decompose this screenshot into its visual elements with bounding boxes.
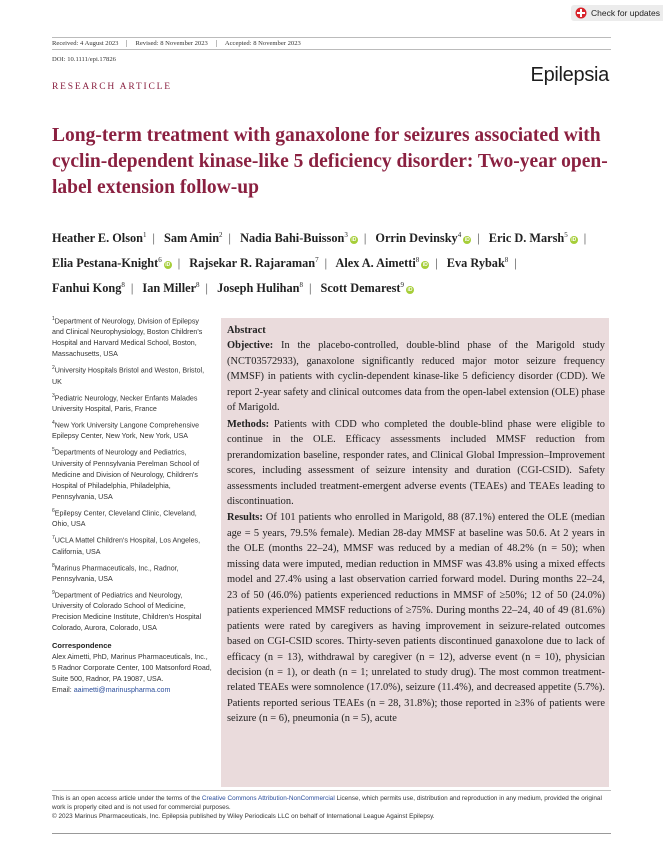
author-separator: |	[477, 231, 480, 246]
cc-license-link[interactable]: Creative Commons Attribution-NonCommercial	[201, 795, 335, 802]
orcid-icon[interactable]: iD	[422, 262, 428, 269]
author-name: Fanhui Kong	[52, 281, 122, 296]
orcid-icon[interactable]: iD	[165, 262, 171, 269]
affiliation-number: 9	[52, 589, 55, 596]
affiliation-text: Pediatric Neurology, Necker Enfants Malades University Hospital, Paris, France	[52, 394, 198, 414]
article-title: Long-term treatment with ganaxolone for seizures associated with cyclin-dependent kinase-like 5 deficiency disorder: Two-year open-label extension follow-up	[52, 125, 608, 198]
page-footer-rule	[52, 833, 611, 845]
author-name: Orrin Devinsky	[375, 231, 458, 246]
email-label: Email:	[52, 686, 74, 695]
methods-text: Patients with CDD who completed the double-blind phase were eligible to continue in the OLE. Efficacy assessments included MMSF reduction from prerandomization baseline, responder rates, and Clinical Global Impression–Improvement scores, including assessment of seizure intensity and duration (CGI-CSID). Safety assessments included treatment-emergent adverse events (TEAEs) and TEAEs leading to discontinuation.	[227, 418, 605, 507]
license-text-pre: This is an open access article under the terms of the	[52, 795, 202, 802]
affiliations	[52, 314, 212, 696]
author[interactable]	[142, 281, 199, 295]
affiliation	[52, 445, 212, 502]
methods-label: Methods:	[227, 418, 270, 430]
author-affiliation-number: 1	[142, 231, 147, 239]
author-name: Heather E. Olson	[52, 231, 143, 246]
author-separator: |	[205, 281, 209, 296]
affiliation-number: 2	[52, 365, 55, 372]
orcid-icon[interactable]: iD	[464, 237, 470, 244]
orcid-icon[interactable]: iD	[407, 287, 413, 294]
author-name: Scott Demarest	[320, 281, 401, 296]
author[interactable]	[447, 256, 509, 270]
author-list	[52, 224, 612, 299]
author[interactable]	[375, 231, 471, 245]
author-name: Nadia Bahi-Buisson	[240, 231, 345, 246]
author-affiliation-number: 7	[315, 256, 319, 265]
author[interactable]	[189, 256, 318, 270]
check-for-updates-label: Check for updates	[591, 8, 660, 18]
objective-text: In the placebo-controlled, double-blind phase of the Marigold study (NCT03572933), ganaxolone significantly reduced major motor seizure frequency (MMSF) in patients with cyclin-dependent kinase-like 5 deficiency disorder (CDD). We report 2-year safety and clinical outcomes data from the open-label extension (OLE) phase of Marigold.	[227, 340, 605, 414]
orcid-icon[interactable]: iD	[571, 237, 577, 244]
author-separator: |	[177, 256, 181, 271]
author[interactable]	[164, 231, 223, 245]
author-separator: |	[228, 231, 232, 246]
affiliation	[52, 588, 212, 634]
article-type: RESEARCH ARTICLE	[52, 82, 172, 92]
author-separator: |	[152, 231, 155, 246]
affiliation	[52, 314, 212, 360]
author[interactable]	[52, 256, 172, 270]
affiliation	[52, 561, 212, 585]
abstract-heading: Abstract	[227, 325, 266, 336]
author-separator: |	[324, 256, 328, 271]
author-affiliation-number: 6	[158, 256, 162, 265]
author[interactable]	[52, 231, 146, 245]
author-affiliation-number: 8	[196, 281, 200, 290]
affiliation-text: Epilepsy Center, Cleveland Clinic, Cleveland, Ohio, USA	[52, 509, 197, 529]
affiliation-text: Marinus Pharmaceuticals, Inc., Radnor, Pennsylvania, USA	[52, 563, 179, 583]
author[interactable]	[217, 281, 303, 295]
affiliation	[52, 363, 212, 387]
orcid-icon[interactable]: iD	[351, 237, 357, 244]
journal-logo: Epilepsia	[530, 64, 609, 86]
author[interactable]	[52, 281, 125, 295]
affiliation-number: 5	[52, 447, 55, 454]
author-name: Ian Miller	[142, 281, 197, 296]
copyright-line: © 2023 Marinus Pharmaceuticals, Inc. Epilepsia published by Wiley Periodicals LLC on behalf of International League Against Epilepsy.	[52, 813, 435, 820]
author-separator: |	[583, 231, 587, 246]
results-label: Results:	[227, 512, 263, 524]
correspondence-text: Alex Aimetti, PhD, Marinus Pharmaceuticals, Inc., 5 Radnor Corporate Center, 100 Matsonford Road, Suite 500, Radnor, PA 19087, USA.	[52, 653, 212, 684]
author-affiliation-number: 3	[344, 231, 348, 239]
correspondence-email-link[interactable]: aaimetti@marinuspharma.com	[73, 686, 171, 695]
affiliation-number: 3	[52, 392, 55, 399]
author-affiliation-number: 8	[415, 256, 420, 265]
author-affiliation-number: 8	[121, 281, 125, 290]
affiliation-number: 6	[52, 507, 55, 514]
author-name: Rajsekar R. Rajaraman	[189, 256, 316, 271]
affiliation-text: UCLA Mattel Children's Hospital, Los Angeles, California, USA	[52, 536, 201, 556]
affiliation-number: 4	[52, 420, 55, 427]
author-name: Eric D. Marsh	[488, 231, 565, 246]
author-affiliation-number: 2	[219, 231, 223, 239]
abstract-box	[221, 318, 609, 787]
author[interactable]	[321, 281, 415, 295]
correspondence-email-line	[52, 685, 212, 696]
crossmark-icon	[575, 7, 587, 19]
affiliation	[52, 533, 212, 557]
author-affiliation-number: 4	[457, 231, 462, 239]
doi[interactable]: DOI: 10.1111/epi.17826	[52, 56, 116, 63]
received-date: Received: 4 August 2023	[52, 40, 127, 47]
check-for-updates-badge[interactable]	[571, 5, 663, 21]
author-name: Alex A. Aimetti	[335, 256, 416, 271]
author-name: Joseph Hulihan	[217, 281, 300, 296]
license-line-1	[52, 794, 611, 812]
author-affiliation-number: 5	[564, 231, 568, 239]
affiliation-text: Department of Pediatrics and Neurology, University of Colorado School of Medicine, Precision Medicine Institute, Children's Hospital Colorado, Aurora, Colorado, USA	[52, 591, 202, 633]
author-affiliation-number: 8	[504, 256, 509, 265]
abstract-objective	[227, 338, 605, 415]
author[interactable]	[489, 231, 578, 245]
author[interactable]	[240, 231, 358, 245]
affiliation-number: 1	[52, 316, 55, 322]
affiliation-number: 7	[52, 535, 55, 542]
affiliation-number: 8	[52, 562, 55, 569]
author-name: Sam Amin	[164, 231, 220, 246]
correspondence-heading: Correspondence	[52, 641, 112, 651]
affiliation-text: Department of Neurology, Division of Epilepsy and Clinical Neurophysiology, Boston Children's Hospital and Harvard Medical School, Boston, Massachusetts, USA	[52, 317, 203, 359]
results-text: Of 101 patients who enrolled in Marigold, 88 (87.1%) entered the OLE (median age = 5 years, 79.5% female). Median 28-day MMSF at baseline was 50.6. At 2 years in the OLE (months 22–24), MMSF was reduced by a median of 48.2% (n = 50); when missing data were imputed, median reduction in MMSF was 43.8% using a mixed effects model and 27.4% using a last observation carried forward model. During months 22–24, 23 of 50 (46.0%) patients experienced reductions in MMSF of ≥50%; 12 of 50 (24.0%) patients experienced MMSF reductions of ≥75%. During months 22–24, 40 of 49 (81.6%) patients were rated by caregivers as having improvement in seizure-related outcomes based on CGI-CSID scores. Thirty-seven patients discontinued ganaxolone due to lack of efficacy (n = 13), withdrawal by caregiver (n = 12), adverse event (n = 10), physician decision (n = 1), or death (n = 1; unrelated to study drug). The most common treatment-related TEAEs were somnolence (17.0%), seizure (11.4%), and decreased appetite (5.7%). Patients reported serious TEAEs (n = 28, 31.8%); those reported in ≥3% of patients were seizure (n = 6), pneumonia (n = 5), acute	[227, 512, 605, 725]
article-dates	[52, 37, 611, 50]
author-separator: |	[435, 256, 438, 271]
author-affiliation-number: 8	[299, 281, 303, 290]
author-separator: |	[514, 256, 517, 271]
revised-date: Revised: 8 November 2023	[135, 40, 216, 47]
affiliation-text: Departments of Neurology and Pediatrics, University of Pennsylvania Perelman School of Medicine and Division of Neurology, Children's Hospital of Philadelphia, Philadelphia, Pennsylvania, USA	[52, 448, 200, 501]
author-affiliation-number: 9	[400, 281, 405, 290]
author-separator: |	[363, 231, 367, 246]
objective-label: Objective:	[227, 340, 274, 352]
affiliation	[52, 418, 212, 442]
author-name: Elia Pestana-Knight	[52, 256, 159, 271]
license-notice	[52, 790, 611, 821]
accepted-date: Accepted: 8 November 2023	[224, 40, 301, 47]
author[interactable]	[335, 256, 429, 270]
author-separator: |	[308, 281, 312, 296]
abstract-results	[227, 510, 605, 726]
license-text-post: License, which permits use, distribution and reproduction in any medium, provided the original work is properly cited and is not used for commercial purposes.	[52, 795, 602, 811]
affiliation	[52, 391, 212, 415]
affiliation-text: New York University Langone Comprehensive Epilepsy Center, New York, New York, USA	[52, 421, 200, 441]
affiliation	[52, 506, 212, 530]
author-separator: |	[130, 281, 134, 296]
abstract-methods	[227, 417, 605, 510]
author-name: Eva Rybak	[446, 256, 505, 271]
affiliation-text: University Hospitals Bristol and Weston, Bristol, UK	[52, 366, 205, 386]
